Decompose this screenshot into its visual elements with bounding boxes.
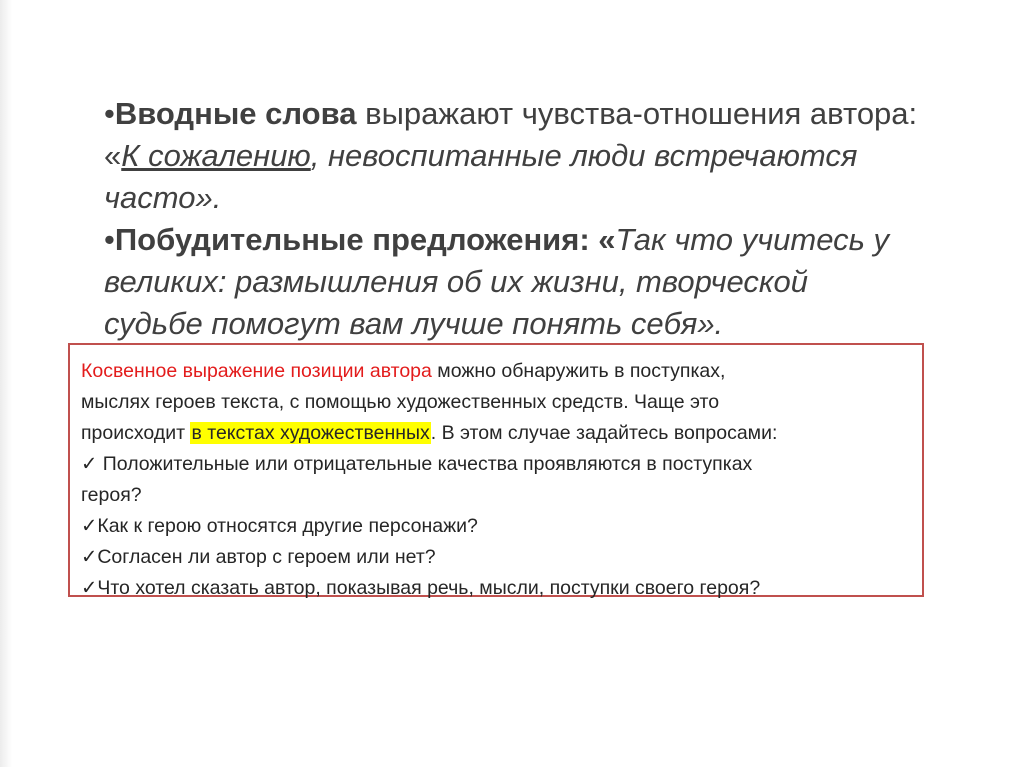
checkmark-icon: ✓ [81, 546, 98, 568]
box-heading-red: Косвенное выражение позиции автора [81, 360, 432, 382]
bullet: • [104, 222, 115, 257]
question-4 [81, 573, 922, 604]
question-4-text: Что хотел сказать автор, показывая речь, мысли, поступки своего героя? [97, 577, 761, 599]
question-1-text: Положительные или отрицательные качества проявляются в поступках [97, 453, 753, 475]
box-line-3-post: . В этом случае задайтесь вопросами: [430, 422, 778, 444]
example-quote-end: часто». [104, 180, 222, 215]
term-imperative-sentences: Побудительные предложения: « [114, 222, 616, 257]
quote-open: « [104, 138, 122, 173]
indirect-position-box [68, 343, 924, 597]
example-quote: , невоспитанные люди встречаются [310, 138, 858, 173]
example-underlined: К сожалению [121, 138, 311, 173]
box-line-1-text: можно обнаружить в поступках, [431, 360, 726, 382]
highlighted-phrase: в текстах художественных [191, 422, 430, 444]
example-quote-line3: судьбе помогут вам лучше понять себя». [104, 306, 724, 341]
box-line-3 [81, 418, 922, 449]
checkmark-icon: ✓ [81, 515, 98, 537]
checkmark-icon: ✓ [81, 453, 98, 475]
box-line-2: мыслях героев текста, с помощью художественных средств. Чаще это [81, 391, 720, 413]
question-2-text: Как к герою относятся другие персонажи? [97, 515, 478, 537]
question-3 [81, 542, 922, 573]
paragraph-introductory-words [104, 93, 924, 219]
question-3-text: Согласен ли автор с героем или нет? [97, 546, 436, 568]
example-quote-line1: Так что учитесь у [615, 222, 890, 257]
checkmark-icon: ✓ [81, 577, 98, 599]
slide-edge-shadow [0, 0, 12, 767]
example-quote-line2: великих: размышления об их жизни, творческой [104, 264, 809, 299]
term-introductory-words: Вводные слова [114, 96, 357, 131]
definition-text: выражают чувства-отношения автора: [356, 96, 918, 131]
question-2 [81, 511, 922, 542]
box-line-3-pre: происходит [81, 422, 191, 444]
main-text-block [104, 93, 924, 345]
question-1-continued: героя? [81, 484, 142, 506]
question-1 [81, 449, 922, 480]
bullet: • [104, 96, 115, 131]
paragraph-imperative-sentences [104, 219, 924, 345]
box-line-1 [81, 356, 922, 387]
